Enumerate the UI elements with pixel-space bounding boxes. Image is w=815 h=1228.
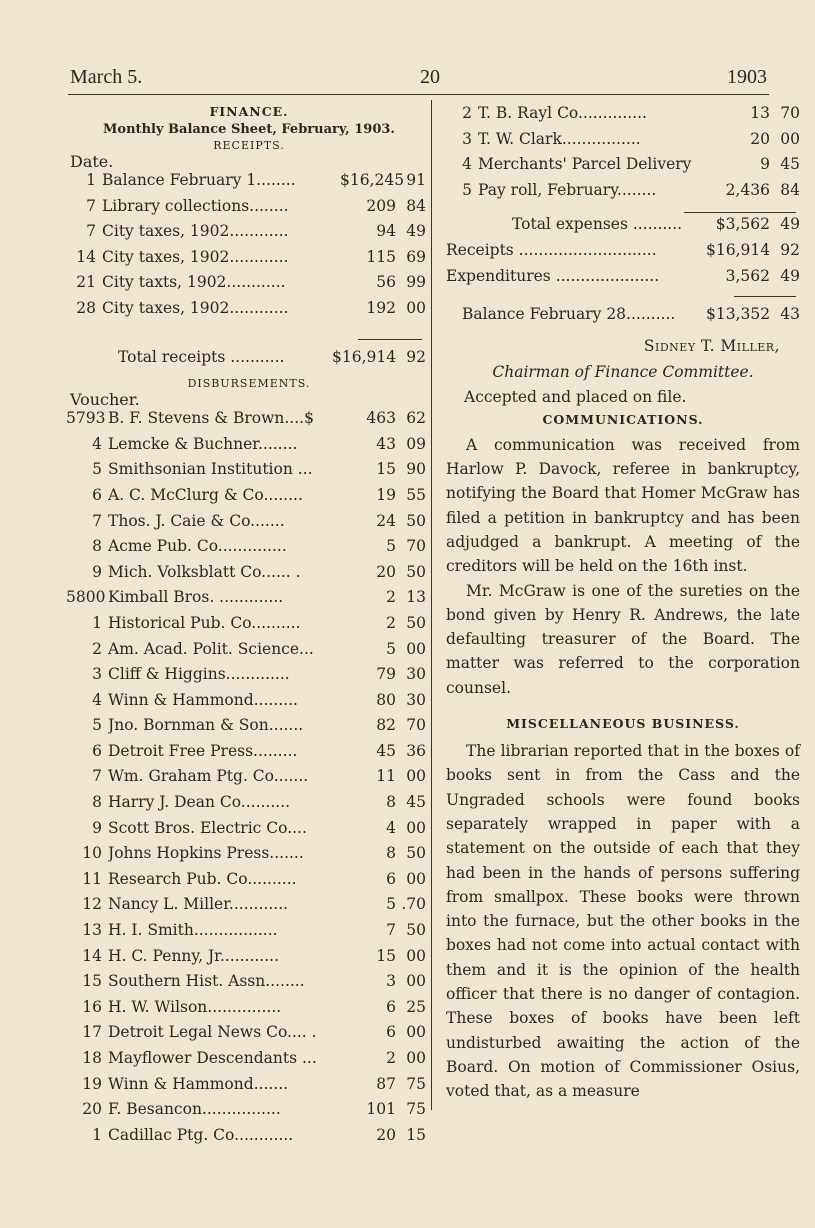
entry-cents: 90 bbox=[406, 460, 426, 479]
entry-description: Cadillac Ptg. Co............ bbox=[108, 1125, 294, 1144]
entry-description: Research Pub. Co.......... bbox=[108, 869, 297, 888]
disbursement-row bbox=[66, 793, 426, 819]
entry-description: City taxes, 1902............ bbox=[102, 247, 289, 266]
entry-description: Pay roll, February........ bbox=[478, 180, 657, 199]
entry-cents: 36 bbox=[406, 741, 426, 760]
entry-number: 11 bbox=[82, 869, 102, 888]
entry-dollars: 94 bbox=[376, 222, 396, 241]
disbursement-row bbox=[66, 537, 426, 563]
entry-description: Winn & Hammond....... bbox=[108, 1074, 289, 1093]
entry-description: Southern Hist. Assn........ bbox=[108, 972, 305, 991]
entry-cents: 49 bbox=[406, 222, 426, 241]
receipt-row bbox=[72, 197, 426, 223]
disbursement-row bbox=[66, 1126, 426, 1152]
entry-cents: 30 bbox=[406, 665, 426, 684]
right-column bbox=[446, 104, 800, 1103]
entry-description: Library collections........ bbox=[102, 196, 289, 215]
disbursement-row bbox=[66, 486, 426, 512]
entry-dollars: 9 bbox=[760, 155, 770, 174]
entry-cents: 00 bbox=[406, 298, 426, 317]
disbursement-row bbox=[66, 691, 426, 717]
receipt-row bbox=[72, 273, 426, 299]
disbursements-continued bbox=[446, 104, 800, 206]
entry-dollars: $16,914 bbox=[706, 240, 771, 259]
entry-cents: 00 bbox=[406, 1023, 426, 1042]
entry-description: Smithsonian Institution ... bbox=[108, 460, 313, 479]
entry-number: 5 bbox=[462, 180, 472, 199]
entry-number: 12 bbox=[82, 895, 102, 914]
entry-dollars: 115 bbox=[366, 247, 396, 266]
receipts-title: RECEIPTS. bbox=[213, 139, 285, 152]
entry-cents: 75 bbox=[406, 1074, 426, 1093]
signer-title: Chairman of Finance Committee. bbox=[492, 362, 754, 381]
entry-cents: 00 bbox=[406, 1049, 426, 1067]
entry-cents: 00 bbox=[406, 639, 426, 658]
entry-cents: 00 bbox=[780, 129, 800, 148]
disbursement-row bbox=[66, 870, 426, 896]
entry-dollars: 101 bbox=[366, 1100, 396, 1119]
entry-cents: 70 bbox=[406, 716, 426, 735]
entry-description: H. W. Wilson............... bbox=[108, 997, 282, 1016]
disbursement-row bbox=[66, 1100, 426, 1126]
entry-cents: 50 bbox=[406, 613, 426, 632]
entry-number: 20 bbox=[82, 1100, 102, 1119]
entry-number: 5800 bbox=[66, 588, 106, 607]
entry-cents: 43 bbox=[780, 305, 800, 324]
entry-description: City taxes, 1902............ bbox=[102, 222, 289, 241]
entry-number: 28 bbox=[76, 298, 96, 317]
entry-description: Receipts ............................ bbox=[446, 240, 657, 259]
entry-description: Merchants' Parcel Delivery bbox=[478, 155, 692, 174]
disbursement-row bbox=[66, 640, 426, 666]
entry-number: 3 bbox=[92, 665, 102, 684]
entry-dollars: 6 bbox=[386, 869, 396, 888]
entry-description: Detroit Free Press......... bbox=[108, 741, 298, 760]
entry-number: 19 bbox=[82, 1074, 102, 1093]
entry-dollars: 6 bbox=[386, 997, 396, 1016]
disbursement-row bbox=[66, 563, 426, 589]
entry-cents: 50 bbox=[406, 511, 426, 530]
entry-cents: 45 bbox=[406, 793, 426, 812]
entry-description: Balance February 1........ bbox=[102, 171, 296, 189]
entry-dollars: 11 bbox=[376, 767, 396, 786]
entry-number: 3 bbox=[462, 129, 472, 148]
disbursement-row bbox=[66, 819, 426, 845]
disbursement-row bbox=[446, 181, 800, 207]
entry-number: 7 bbox=[86, 222, 96, 241]
disbursement-row bbox=[66, 460, 426, 486]
entry-number: 7 bbox=[86, 196, 96, 215]
disbursement-row bbox=[66, 998, 426, 1024]
voucher-label: Voucher. bbox=[70, 390, 140, 410]
entry-dollars: 79 bbox=[376, 665, 396, 684]
entry-cents: 00 bbox=[406, 972, 426, 991]
entry-description: Total receipts ........... bbox=[118, 347, 285, 366]
total-expenses-line bbox=[512, 215, 800, 241]
entry-number: 4 bbox=[462, 155, 472, 174]
entry-dollars: 80 bbox=[376, 690, 396, 709]
entry-cents: 15 bbox=[406, 1125, 426, 1144]
entry-dollars: 2 bbox=[386, 588, 396, 607]
total-rule bbox=[358, 339, 422, 340]
entry-dollars: 15 bbox=[376, 460, 396, 479]
entry-dollars: $3,562 bbox=[715, 215, 770, 234]
finance-heading: FINANCE. bbox=[209, 104, 289, 119]
entry-number: 2 bbox=[92, 639, 102, 658]
date-label: Date. bbox=[70, 152, 114, 171]
entry-description: Expenditures ..................... bbox=[446, 266, 660, 285]
entry-description: Thos. J. Caie & Co....... bbox=[108, 511, 285, 530]
entry-dollars: 13 bbox=[750, 104, 770, 122]
entry-description: Lemcke & Buchner........ bbox=[108, 434, 298, 453]
entry-dollars: 2,436 bbox=[725, 180, 770, 199]
entry-description: City taxts, 1902............ bbox=[102, 273, 286, 292]
entry-number: 21 bbox=[76, 273, 96, 292]
entry-cents: 84 bbox=[780, 180, 800, 199]
entry-description: F. Besancon................ bbox=[108, 1100, 281, 1119]
entry-description: H. C. Penny, Jr............ bbox=[108, 946, 279, 965]
entry-number: 8 bbox=[92, 537, 102, 556]
entry-dollars: 2 bbox=[386, 613, 396, 632]
column-divider bbox=[431, 100, 432, 1110]
entry-description: B. F. Stevens & Brown....$ bbox=[108, 409, 314, 428]
disbursement-row bbox=[66, 665, 426, 691]
disbursement-row bbox=[66, 716, 426, 742]
entry-number: 1 bbox=[92, 613, 102, 632]
entry-dollars: 7 bbox=[386, 921, 396, 940]
entry-cents: 25 bbox=[406, 997, 426, 1016]
entry-cents: 00 bbox=[406, 767, 426, 786]
entry-dollars: $13,352 bbox=[706, 305, 771, 324]
entry-description: Detroit Legal News Co.... . bbox=[108, 1023, 317, 1042]
entry-cents: 00 bbox=[406, 869, 426, 888]
disbursement-row bbox=[66, 409, 426, 435]
entry-dollars: 5 bbox=[386, 639, 396, 658]
receipts-line bbox=[446, 241, 800, 267]
disbursement-row bbox=[66, 921, 426, 947]
entry-dollars: 5 bbox=[386, 537, 396, 556]
entry-dollars: 3 bbox=[386, 972, 396, 991]
entry-number: 10 bbox=[82, 844, 102, 863]
entry-number: 18 bbox=[82, 1049, 102, 1067]
entry-description: T. W. Clark................ bbox=[478, 129, 641, 148]
disbursement-row bbox=[446, 104, 800, 130]
entry-dollars: 20 bbox=[376, 562, 396, 581]
disbursement-row bbox=[66, 972, 426, 998]
disbursement-row bbox=[66, 588, 426, 614]
communications-paragraph-1: A communication was received from Harlow P. Davock, referee in bankruptcy, notifying the Board that Homer McGraw has filed a petition in bankruptcy and has been adjudged a bankrupt. A meeting of the creditors will be held on the 16th inst. bbox=[446, 435, 800, 576]
communications-paragraph-2: Mr. McGraw is one of the sureties on the bond given by Henry R. Andrews, the late defaulting treasurer of the Board. The matter was referred to the corporation counsel. bbox=[446, 581, 800, 697]
disbursement-row bbox=[66, 435, 426, 461]
entry-number: 6 bbox=[92, 485, 102, 504]
entry-cents: 92 bbox=[780, 240, 800, 259]
entry-description: Historical Pub. Co.......... bbox=[108, 613, 301, 632]
entry-cents: 50 bbox=[406, 562, 426, 581]
entry-description: City taxes, 1902............ bbox=[102, 298, 289, 317]
entry-cents: 09 bbox=[406, 434, 426, 453]
disbursements-list bbox=[66, 409, 426, 1151]
balance-row bbox=[446, 305, 800, 331]
entry-number: 5793 bbox=[66, 409, 106, 428]
entry-dollars: 192 bbox=[366, 298, 396, 317]
accepted-note: Accepted and placed on file. bbox=[464, 387, 687, 406]
communications-heading: COMMUNICATIONS. bbox=[542, 411, 704, 427]
expenses-rule bbox=[684, 212, 796, 213]
expenditures-line bbox=[446, 267, 800, 293]
disbursement-row bbox=[66, 1049, 426, 1075]
entry-number: 17 bbox=[82, 1023, 102, 1042]
entry-description: H. I. Smith................. bbox=[108, 921, 278, 940]
entry-dollars: 20 bbox=[376, 1125, 396, 1144]
entry-number: 9 bbox=[92, 818, 102, 837]
entry-dollars: 45 bbox=[376, 741, 396, 760]
entry-cents: 50 bbox=[406, 844, 426, 863]
disbursement-row bbox=[66, 742, 426, 768]
page-number: 20 bbox=[420, 66, 440, 88]
entry-number: 4 bbox=[92, 690, 102, 709]
disbursement-row bbox=[66, 1023, 426, 1049]
left-column bbox=[66, 104, 426, 1151]
entry-dollars: 3,562 bbox=[725, 266, 770, 285]
entry-cents: 00 bbox=[406, 818, 426, 837]
entry-description: Nancy L. Miller............ bbox=[108, 895, 289, 914]
disbursement-row bbox=[446, 130, 800, 156]
total-expenses-row bbox=[446, 215, 800, 241]
entry-dollars: $16,914 bbox=[332, 347, 397, 366]
entry-number: 1 bbox=[86, 171, 96, 189]
expenditures-summary-row bbox=[446, 267, 800, 293]
entry-description: Total expenses .......... bbox=[512, 215, 683, 234]
receipt-row bbox=[72, 299, 426, 325]
entry-dollars: 87 bbox=[376, 1074, 396, 1093]
entry-description: Harry J. Dean Co.......... bbox=[108, 793, 291, 812]
entry-number: 14 bbox=[82, 946, 102, 965]
entry-description: T. B. Rayl Co.............. bbox=[478, 104, 647, 122]
misc-business-heading: MISCELLANEOUS BUSINESS. bbox=[506, 716, 740, 732]
disbursements-title: DISBURSEMENTS. bbox=[187, 377, 311, 391]
entry-dollars: 209 bbox=[366, 196, 396, 215]
entry-dollars: 8 bbox=[386, 844, 396, 863]
entry-number: 7 bbox=[92, 767, 102, 786]
entry-cents: 62 bbox=[406, 409, 426, 428]
entry-description: Am. Acad. Polit. Science... bbox=[108, 639, 314, 658]
entry-description: Jno. Bornman & Son....... bbox=[108, 716, 304, 735]
disbursement-row bbox=[66, 895, 426, 921]
entry-number: 5 bbox=[92, 716, 102, 735]
page-year: 1903 bbox=[727, 66, 767, 88]
entry-dollars: 20 bbox=[750, 129, 770, 148]
disbursement-row bbox=[66, 844, 426, 870]
disbursement-row bbox=[66, 614, 426, 640]
entry-cents: 45 bbox=[780, 155, 800, 174]
receipts-summary-row bbox=[446, 241, 800, 267]
entry-cents: 00 bbox=[406, 946, 426, 965]
entry-number: 15 bbox=[82, 972, 102, 991]
entry-description: Balance February 28.......... bbox=[462, 305, 676, 324]
entry-description: Mich. Volksblatt Co...... . bbox=[108, 562, 301, 581]
entry-cents: 84 bbox=[406, 196, 426, 215]
disbursement-row bbox=[66, 767, 426, 793]
disbursement-row bbox=[66, 1075, 426, 1101]
disbursement-row bbox=[66, 512, 426, 538]
entry-description: Wm. Graham Ptg. Co....... bbox=[108, 767, 309, 786]
entry-cents: 50 bbox=[406, 921, 426, 940]
entry-number: 16 bbox=[82, 997, 102, 1016]
entry-cents: 13 bbox=[406, 588, 426, 607]
receipt-row bbox=[72, 222, 426, 248]
entry-dollars: 82 bbox=[376, 716, 396, 735]
entry-description: Cliff & Higgins............. bbox=[108, 665, 290, 684]
entry-number: 5 bbox=[92, 460, 102, 479]
entry-dollars: 4 bbox=[386, 818, 396, 837]
entry-cents: 69 bbox=[406, 247, 426, 266]
entry-number: 14 bbox=[76, 247, 96, 266]
signer-name: Sidney T. Miller, bbox=[643, 336, 780, 355]
total-receipts-line bbox=[118, 348, 426, 374]
entry-description: Scott Bros. Electric Co.... bbox=[108, 818, 307, 837]
entry-description: Kimball Bros. ............. bbox=[108, 588, 284, 607]
entry-number: 8 bbox=[92, 793, 102, 812]
balance-rule bbox=[734, 296, 796, 297]
entry-number: 2 bbox=[462, 104, 472, 122]
disbursement-row bbox=[66, 947, 426, 973]
entry-description: Winn & Hammond......... bbox=[108, 690, 298, 709]
entry-dollars: 15 bbox=[376, 946, 396, 965]
page-date: March 5. bbox=[70, 66, 143, 88]
total-receipts-row bbox=[72, 348, 426, 374]
entry-dollars: 56 bbox=[376, 273, 396, 292]
entry-cents: 49 bbox=[780, 266, 800, 285]
entry-cents: 30 bbox=[406, 690, 426, 709]
entry-dollars: 6 bbox=[386, 1023, 396, 1042]
disbursement-row bbox=[446, 155, 800, 181]
entry-number: 7 bbox=[92, 511, 102, 530]
entry-description: Mayflower Descendants ... bbox=[108, 1049, 317, 1067]
entry-number: 9 bbox=[92, 562, 102, 581]
entry-cents: .70 bbox=[401, 895, 426, 914]
receipts-list bbox=[72, 171, 426, 325]
entry-number: 13 bbox=[82, 921, 102, 940]
entry-description: Acme Pub. Co.............. bbox=[108, 537, 287, 556]
entry-cents: 91 bbox=[406, 171, 426, 189]
receipt-row bbox=[72, 171, 426, 197]
entry-dollars: 8 bbox=[386, 793, 396, 812]
header-rule bbox=[68, 94, 769, 95]
entry-description: A. C. McClurg & Co........ bbox=[108, 485, 303, 504]
entry-dollars: 2 bbox=[386, 1049, 396, 1067]
entry-dollars: 5 bbox=[386, 895, 396, 914]
entry-dollars: 43 bbox=[376, 434, 396, 453]
entry-cents: 55 bbox=[406, 485, 426, 504]
balance-sheet-subheading: Monthly Balance Sheet, February, 1903. bbox=[103, 122, 395, 137]
entry-dollars: 24 bbox=[376, 511, 396, 530]
entry-cents: 70 bbox=[780, 104, 800, 122]
entry-cents: 70 bbox=[406, 537, 426, 556]
balance-line bbox=[462, 305, 800, 331]
entry-number: 6 bbox=[92, 741, 102, 760]
misc-business-paragraph: The librarian reported that in the boxes of books sent in from the Cass and the Ungraded schools were found books separately wrapped in paper with a statement on the outside of each that they had been in the hands of persons suffering from smallpox. These books were thrown into the furnace, but the other books in the boxes had not come into actual contact with them and it is the opinion of the health officer that there is no danger of contagion. These boxes of books have been left undisturbed awaiting the action of the Board. On motion of Commissioner Osius, voted that, as a measure bbox=[446, 742, 800, 1101]
entry-description: Johns Hopkins Press....... bbox=[108, 844, 304, 863]
entry-cents: 99 bbox=[406, 273, 426, 292]
entry-dollars: 463 bbox=[366, 409, 396, 428]
receipt-row bbox=[72, 248, 426, 274]
entry-cents: 49 bbox=[780, 215, 800, 234]
entry-dollars: $16,245 bbox=[340, 171, 405, 189]
entry-number: 1 bbox=[92, 1125, 102, 1144]
entry-cents: 92 bbox=[406, 347, 426, 366]
entry-number: 4 bbox=[92, 434, 102, 453]
entry-dollars: 19 bbox=[376, 485, 396, 504]
entry-cents: 75 bbox=[406, 1100, 426, 1119]
